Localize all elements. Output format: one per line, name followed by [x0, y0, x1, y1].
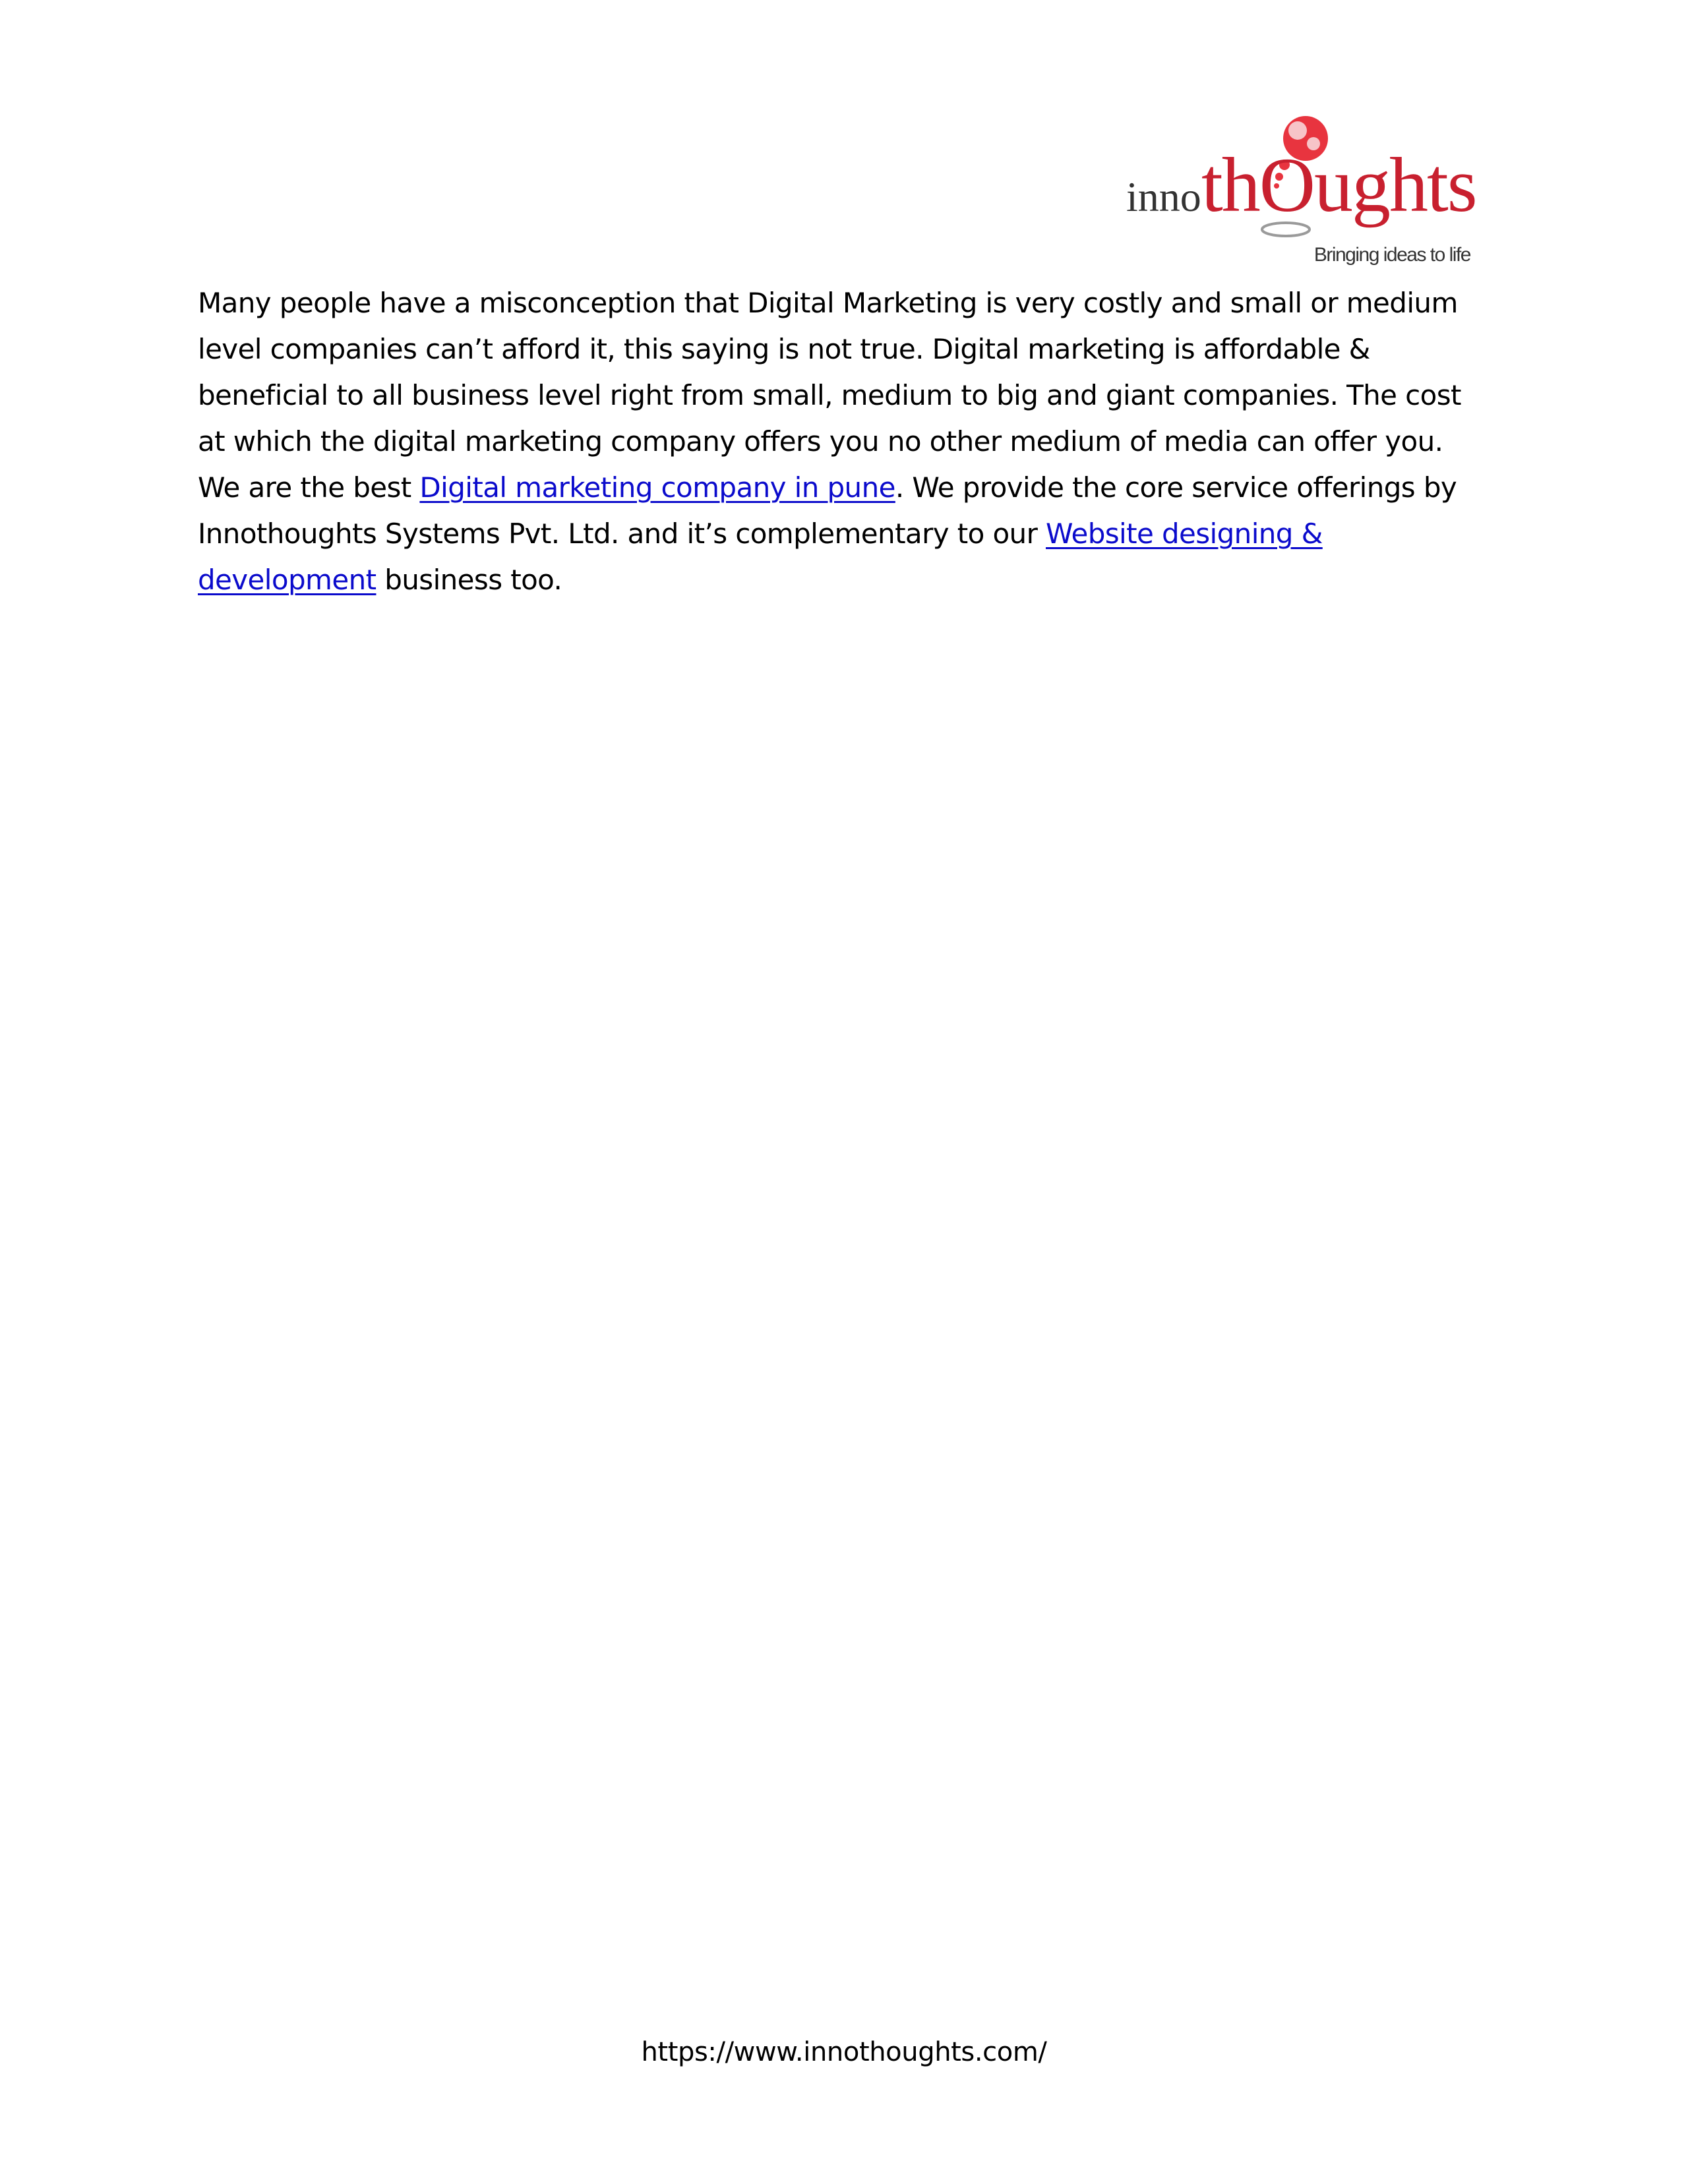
- logo-graphic: [1121, 105, 1477, 277]
- innothoughts-logo: [1121, 105, 1477, 277]
- digital-marketing-link[interactable]: Digital marketing company in pune: [419, 471, 895, 504]
- logo-tagline: Bringing ideas to life: [1313, 244, 1470, 266]
- paragraph-text-1: Many people have a misconception that Digital Marketing is very costly and small or medium level companies can’t afford it, this saying is not true. Digital marketing is affordable & beneficial to all business level right from small, medium to big and giant companies. The cost at which the digital marketing company offers you no other medium of media can offer you. We are the best: [198, 287, 1461, 504]
- body-paragraph: [198, 280, 1490, 603]
- website-designing-link[interactable]: Website designing & development: [198, 517, 1323, 596]
- paragraph-text-3: business too.: [376, 564, 562, 596]
- logo-main-text: thOughts: [1201, 142, 1476, 228]
- logo-prefix-text: inno: [1126, 173, 1201, 220]
- footer-url: https://www.innothoughts.com/: [641, 2037, 1047, 2067]
- paragraph-text-2: . We provide the core service offerings by Innothoughts Systems Pvt. Ltd. and it’s complementary to our: [198, 471, 1457, 550]
